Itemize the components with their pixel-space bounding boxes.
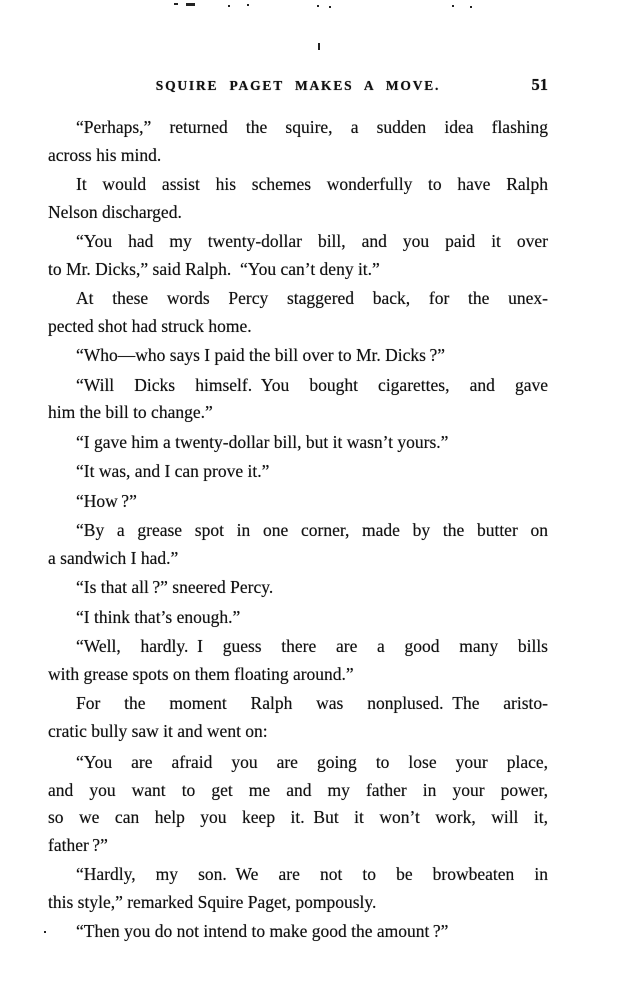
chapter-running-title: SQUIRE PAGET MAKES A MOVE. — [155, 78, 441, 93]
paragraph — [48, 458, 548, 486]
text-line: him the bill to change.” — [48, 402, 213, 422]
scan-speck — [44, 931, 46, 933]
text-line: and you want to get me and my father in your power, — [48, 779, 548, 800]
text-line: “Will Dicks himself. You bought cigarettes, and gave — [76, 374, 548, 395]
scan-speck — [329, 6, 331, 8]
scan-speck — [452, 5, 454, 7]
scan-speck — [317, 5, 319, 7]
text-line: “You are afraid you are going to lose your place, — [76, 752, 548, 772]
paragraph — [48, 749, 548, 859]
scan-speck — [174, 3, 178, 5]
paragraph — [48, 488, 548, 516]
scan-speck — [228, 5, 230, 7]
running-header — [48, 75, 548, 98]
scan-speck — [470, 6, 472, 8]
paragraph — [48, 604, 548, 632]
paragraph — [48, 918, 548, 946]
text-block — [48, 114, 548, 948]
text-line: “Is that all ?” sneered Percy. — [76, 577, 274, 597]
paragraph — [48, 429, 548, 457]
paragraph — [48, 228, 548, 283]
text-line: to Mr. Dicks,” said Ralph. “You can’t deny it.” — [48, 258, 380, 279]
paragraph — [48, 517, 548, 572]
text-line: pected shot had struck home. — [48, 315, 252, 336]
text-line: this style,” remarked Squire Paget, pompously. — [48, 891, 377, 912]
scan-speck — [247, 4, 249, 6]
text-line: “Well, hardly. I guess there are a good many bills — [76, 636, 548, 656]
text-line: with grease spots on them floating around.” — [48, 663, 354, 684]
paragraph — [48, 633, 548, 688]
scan-speck — [186, 3, 195, 6]
paragraph — [48, 690, 548, 745]
text-line: so we can help you keep it. But it won’t work, will it, — [48, 807, 548, 827]
paragraph — [48, 574, 548, 602]
text-line: At these words Percy staggered back, for the unex- — [76, 288, 548, 308]
paragraph — [48, 342, 548, 370]
text-line: Nelson discharged. — [48, 201, 182, 222]
text-line: across his mind. — [48, 144, 162, 165]
paragraph — [48, 171, 548, 226]
paragraph — [48, 861, 548, 916]
paragraph — [48, 285, 548, 340]
text-line: father ?” — [48, 834, 108, 855]
text-line: “Hardly, my son. We are not to be browbeaten in — [76, 864, 548, 884]
text-line: “You had my twenty-dollar bill, and you paid it over — [76, 231, 548, 251]
page-number: 51 — [531, 75, 548, 94]
text-line: cratic bully saw it and went on: — [48, 720, 268, 741]
text-line: It would assist his schemes wonderfully to have Ralph — [76, 174, 548, 194]
text-line: “Then you do not intend to make good the amount ?” — [76, 921, 449, 941]
paragraph — [48, 372, 548, 427]
text-line: “By a grease spot in one corner, made by the butter on — [76, 520, 548, 540]
text-line: “It was, and I can prove it.” — [76, 461, 270, 481]
text-line: “Perhaps,” returned the squire, a sudden idea flashing — [76, 117, 548, 137]
text-line: a sandwich I had.” — [48, 547, 179, 568]
text-line: “How ?” — [76, 490, 137, 511]
text-line: “I gave him a twenty-dollar bill, but it wasn’t yours.” — [76, 431, 449, 452]
scan-speck — [318, 43, 320, 50]
text-line: “I think that’s enough.” — [76, 606, 241, 627]
paragraph — [48, 114, 548, 169]
text-line: For the moment Ralph was nonplused. The aristo- — [76, 693, 548, 713]
text-line: “Who—who says I paid the bill over to Mr. Dicks ?” — [76, 345, 445, 365]
